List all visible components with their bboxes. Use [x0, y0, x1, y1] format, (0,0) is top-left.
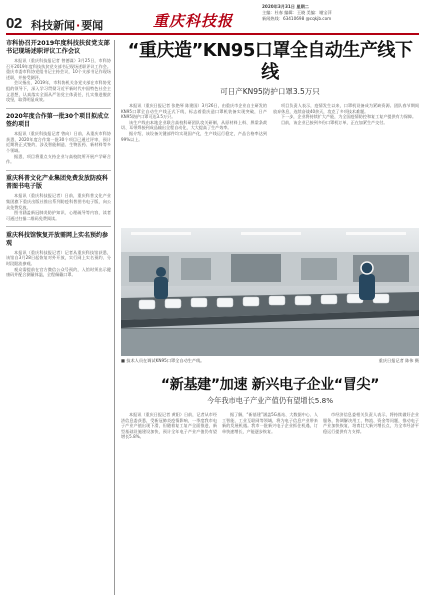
lead-subheadline: 可日产KN95防护口罩3.5万只: [220, 87, 320, 96]
left-column: [6, 40, 111, 283]
divider: [6, 108, 111, 109]
production-line-photo: [121, 228, 419, 356]
story2-subheadline: 今年我市电子产业产值仍有望增长5.8%: [206, 396, 334, 405]
story2-body: [121, 412, 419, 440]
article-3-paragraph: 图书涵盖新冠肺炎防护知识、心理疏导等内容，读者可通过扫描二维码免费阅读。: [6, 210, 111, 221]
article-2-headline: 2020年度合作第一批30个项目拟成立签约项目: [6, 113, 110, 129]
lead-paragraph: 下一步，企业将持续扩大产能，为全国疫情防控和复工复产提供有力保障。: [281, 114, 417, 120]
story2-paragraph: 市经济信息委相关负责人表示，将持续做好企业服务，协调解决用工、物流、资金等问题，推动电子产业加快恢复，培育壮大新兴增长点，为全市经济平稳运行提供有力支撑。: [323, 412, 419, 434]
article-2-paragraph: 据悉，项目将重点支持企业与高校院所开展产学研合作。: [6, 153, 111, 165]
story2-paragraph: 本报讯（重庆日报记者 黄阳）日前，记者从市经济信息委获悉，受新冠肺炎疫情影响，一季度我市电子产业产值出现下滑，但随着复工复产全面推进，新型基础设施建设加快，预计全年电子产业产值仍有望增长5.8%。: [121, 412, 217, 440]
lead-paragraph: 目前，该企业已接到多份口罩机订单，正在加紧生产交付。: [281, 119, 388, 125]
article-4-paragraph: 本报讯（重庆科技报记者）记者从重庆科技馆获悉，该馆自3月28日起恢复对外开放，实行网上实名预约、分时段限流参观。: [6, 249, 111, 266]
section-label-main: 科技新闻: [31, 19, 75, 32]
lead-body: [121, 103, 419, 142]
article-3-paragraph: 本报讯（重庆科技报记者）日前，重庆科普文化产业集团旗下重庆出版社推出系列防疫科普图书电子版，向公众免费发放。: [6, 193, 111, 210]
article-1-paragraph: 本报讯（重庆科技报记者 曾德谋）3月25日，市科协召开2019年度科技扶贫党支部书记现场述职评议工作会。重庆市委市科协党组书记主持会议，10个支部书记作现场述职，并接受测评。: [6, 58, 111, 80]
lead-headline: “重庆造”KN95口罩全自动生产线下线: [127, 40, 413, 83]
column-divider: [114, 40, 115, 595]
article-4-paragraph: 观众需提前在官方微信公众号预约，入馆时须出示健康码并配合测量体温，全程佩戴口罩。: [6, 266, 111, 278]
article-1: [6, 40, 111, 103]
masthead: 重庆科技报: [153, 12, 234, 30]
lead-paragraph: 本报讯（重庆日报记者 张艳琴 陈建国）3月26日，由重庆市企业自主研发的KN95口罩全自动生产线正式下线，标志着重庆造口罩机装备实现突破，日产KN95防护口罩可达3.5万只。: [121, 103, 267, 120]
photo-caption: [121, 358, 419, 364]
header-info: [262, 4, 422, 22]
header-hotline: 新闻热线：63410698 @cqkjb.com: [262, 16, 332, 21]
section-label: [31, 17, 103, 33]
article-1-headline: 市科协召开2019年度科技扶贫党支部书记现场述职评议工作会议: [6, 40, 110, 55]
lead-paragraph: 该生产线由本地企业联合高校科研团队攻关研制，从原材料上料、鼻梁条裁切、耳带焊接到成品输出全程自动化，大大提高了生产效率。: [121, 119, 267, 131]
story2-paragraph: 据了解，“新基建”涵盖5G基站、大数据中心、人工智能、工业互联网等领域，将为电子信息产业带来新的发展机遇。我市一批新兴电子企业抓住机遇，订单快速增长，产能逐步恢复。: [222, 412, 318, 434]
lead-story: [121, 40, 419, 142]
divider: [6, 226, 111, 227]
article-4: [6, 232, 111, 278]
lead-column-2: [273, 103, 419, 142]
lead-column-1: [121, 103, 267, 142]
photo-caption-text: ■ 技术人员在调试KN95口罩全自动生产线。: [121, 358, 205, 363]
lead-paragraph: 项目负责人表示，疫情发生以来，口罩机设备成为紧缺资源。团队春节期间放弃休息，连续奋战40余天，攻克了多项技术难题。: [273, 103, 419, 114]
header-date: 2020年3月31日 星期二: [262, 4, 309, 9]
article-2-paragraph: 本报讯（重庆科技报记者 曾向）日前，从重庆市科协获悉，2020年度合作第一批30个项目已通过评审，预计近期将正式签约，涉及智能制造、生物医药、新材料等多个领域。: [6, 131, 111, 154]
section-separator: ·: [76, 19, 81, 32]
photo-credit: 重庆日报记者 陈伟 摄: [378, 358, 419, 363]
article-3: [6, 175, 111, 221]
divider: [6, 170, 111, 171]
header-rule: [6, 33, 419, 35]
production-line-illustration: [121, 228, 419, 356]
article-1-paragraph: 会议指出，2019年，市科协机关各党支部在市科协党组的领导下，深入学习贯彻习近平新时代中国特色社会主义思想，认真落实全面从严治党主体责任，扎实推进脱贫攻坚，取得明显成效。: [6, 80, 111, 103]
section-label-sub: 要闻: [81, 19, 104, 32]
header-editors: 主编：杜春 编辑：王晓 美编：谢宝萍: [262, 10, 332, 15]
story2-headline: “新基建”加速 新兴电子企业“冒尖”: [160, 377, 380, 393]
page-number: 02: [6, 15, 22, 32]
article-4-headline: 重庆科技馆恢复开放需网上实名预约参观: [6, 231, 109, 247]
page-header: [0, 0, 425, 36]
article-3-headline: 重庆科普文化产业集团免费发放防疫科普图书电子版: [6, 175, 109, 191]
article-2: [6, 113, 111, 165]
lead-paragraph: 据介绍，该设备关键部件均实现国产化，生产线运行稳定，产品合格率达到99%以上。: [121, 130, 267, 142]
